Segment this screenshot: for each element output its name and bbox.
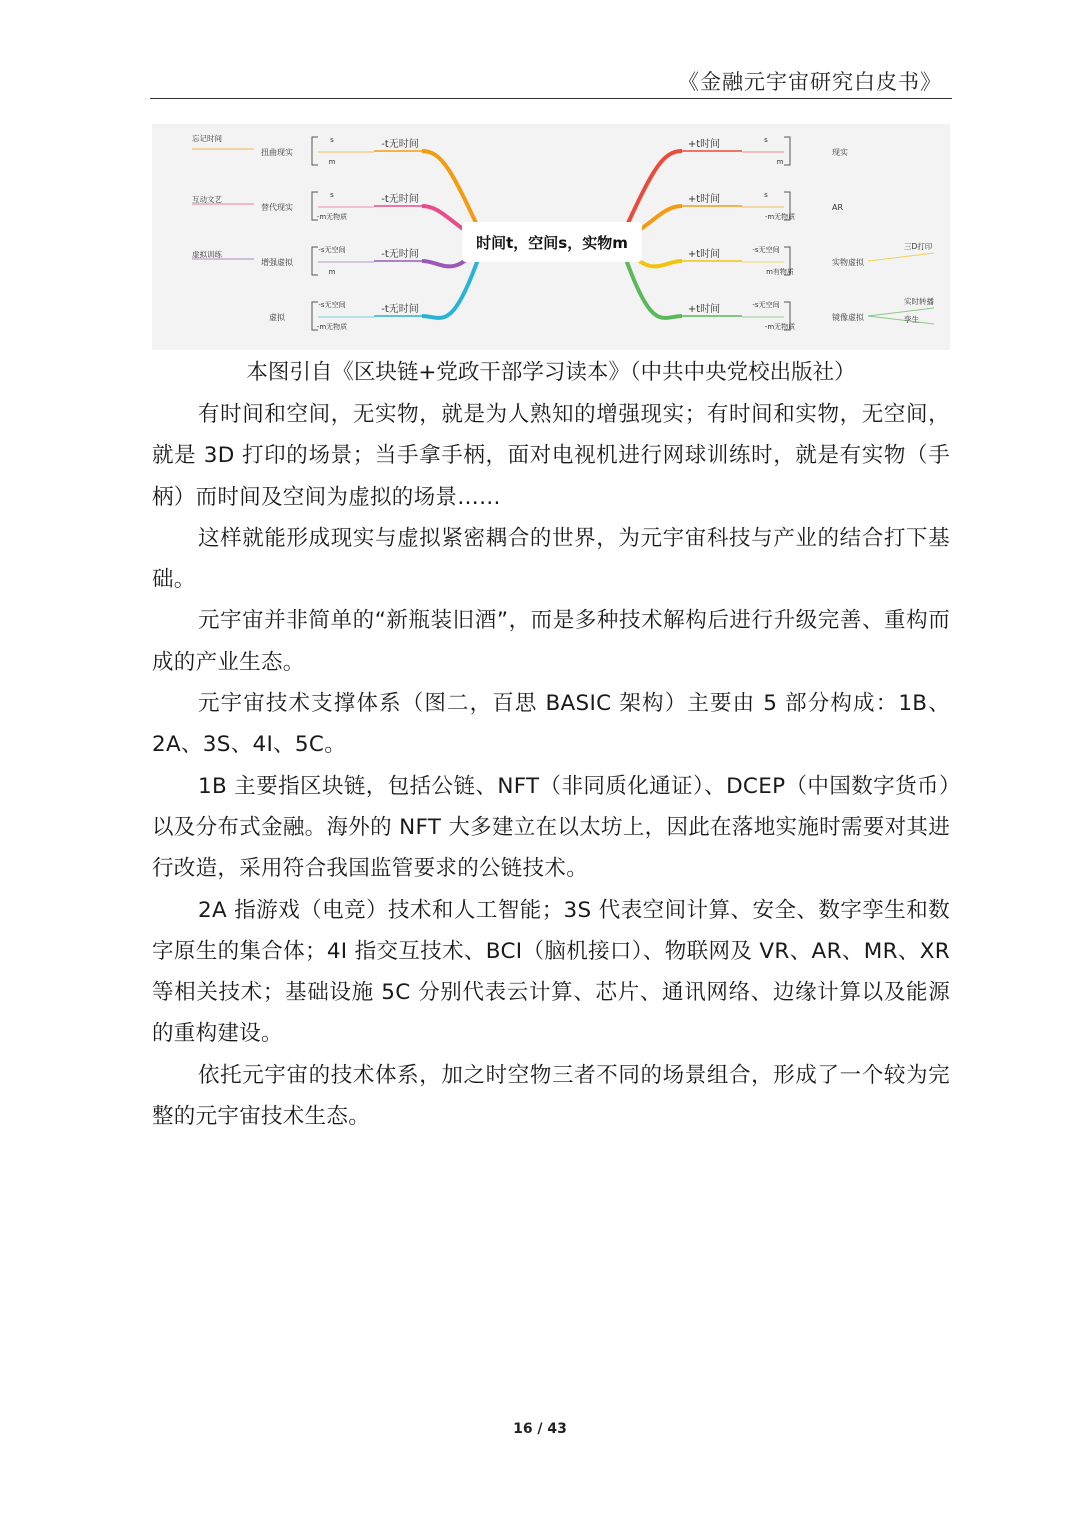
paragraph: 2A 指游戏（电竞）技术和人工智能；3S 代表空间计算、安全、数字孪生和数字原生的集合体；4I 指交互技术、BCI（脑机接口）、物联网及 VR、AR、MR、XR 等相关技术；基础设施 5C 分别代表云计算、芯片、通讯网络、边缘计算以及能源的重构建设。: [152, 897, 950, 1047]
mindmap-node-label: 扭曲现实: [261, 148, 293, 157]
header-divider: [150, 98, 952, 99]
mindmap-time-label: -t无时间: [381, 194, 419, 205]
mindmap-bracket: [784, 137, 790, 165]
mindmap-example-label: 互动文艺: [192, 195, 222, 204]
mindmap-matter-label: m有物质: [766, 268, 794, 276]
mindmap-matter-label: m: [328, 268, 336, 276]
page-number: 16 / 43: [513, 1421, 567, 1437]
mindmap-time-label: -t无时间: [381, 249, 419, 260]
document-header-title: 《金融元宇宙研究白皮书》: [678, 70, 942, 94]
mindmap-matter-label: -m无物质: [316, 323, 348, 331]
mindmap-time-label: +t时间: [687, 304, 721, 315]
paragraph: 有时间和空间，无实物，就是为人熟知的增强现实；有时间和实物，无空间，就是 3D 打印的场景；当手拿手柄，面对电视机进行网球训练时，就是有实物（手柄）而时间及空间为虚拟的场景……: [152, 402, 950, 510]
mindmap-example-label: 虚拟训练: [192, 250, 222, 259]
mindmap-time-label: -t无时间: [381, 304, 419, 315]
mindmap-node-label: 镜像虚拟: [832, 313, 864, 322]
paragraph: 依托元宇宙的技术体系，加之时空物三者不同的场景组合，形成了一个较为完整的元宇宙技术生态。: [152, 1062, 950, 1130]
mindmap-connector: [868, 308, 934, 316]
paragraph: 元宇宙并非简单的“新瓶装旧酒”，而是多种技术解构后进行升级完善、重构而成的产业生态。: [152, 608, 950, 675]
mindmap-bracket: [312, 137, 318, 165]
mindmap-node-label: 实物虚拟: [832, 258, 864, 267]
mindmap-space-label: s: [330, 136, 334, 144]
mindmap-connector: [868, 316, 934, 324]
paragraph: 元宇宙技术支撑体系（图二，百思 BASIC 架构）主要由 5 部分构成：1B、2A、3S、4I、5C。: [152, 691, 950, 758]
paragraph: 这样就能形成现实与虚拟紧密耦合的世界，为元宇宙科技与产业的结合打下基础。: [152, 525, 950, 593]
mindmap-example-label: 实时转播: [904, 297, 934, 306]
mindmap-matter-label: -m无物质: [764, 213, 796, 221]
mindmap-node-label: 增强虚拟: [261, 258, 293, 267]
mindmap-time-label: +t时间: [687, 194, 721, 205]
mindmap-time-label: +t时间: [687, 139, 721, 150]
mindmap-space-label: s: [764, 191, 768, 199]
mindmap-space-label: -s无空间: [752, 301, 780, 309]
mindmap-matter-label: m: [328, 158, 336, 166]
mindmap-center-label: 时间t，空间s，实物m: [476, 234, 628, 252]
mindmap-time-label: +t时间: [687, 249, 721, 260]
mindmap-node-label: 现实: [832, 148, 848, 157]
mindmap-matter-label: -m无物质: [316, 213, 348, 221]
mindmap-matter-label: m: [776, 158, 784, 166]
mindmap-example-label: 孪生: [904, 315, 919, 324]
mindmap-connector: [868, 253, 934, 261]
mindmap-space-label: -s无空间: [318, 301, 346, 309]
mindmap-bracket: [312, 247, 318, 275]
body-text: [152, 394, 950, 1137]
mindmap-time-label: -t无时间: [381, 139, 419, 150]
mindmap-space-label: s: [330, 191, 334, 199]
mindmap-space-label: -s无空间: [318, 246, 346, 254]
mindmap-space-label: s: [764, 136, 768, 144]
mindmap-node-label: AR: [832, 203, 844, 212]
mindmap-node-label: 替代现实: [261, 203, 293, 212]
figure-caption: 本图引自《区块链+党政干部学习读本》（中共中央党校出版社）: [246, 360, 856, 385]
mindmap-figure: [152, 124, 950, 350]
mindmap-node-label: 虚拟: [269, 313, 285, 322]
mindmap-svg: [152, 124, 950, 350]
mindmap-space-label: -s无空间: [752, 246, 780, 254]
mindmap-example-label: 忘记时间: [192, 134, 222, 143]
mindmap-example-label: 三D打印: [904, 242, 933, 251]
paragraph: 1B 主要指区块链，包括公链、NFT（非同质化通证）、DCEP（中国数字货币）以及分布式金融。海外的 NFT 大多建立在以太坊上，因此在落地实施时需要对其进行改造，采用符合我国监管要求的公链技术。: [152, 773, 950, 882]
mindmap-matter-label: -m无物质: [764, 323, 796, 331]
